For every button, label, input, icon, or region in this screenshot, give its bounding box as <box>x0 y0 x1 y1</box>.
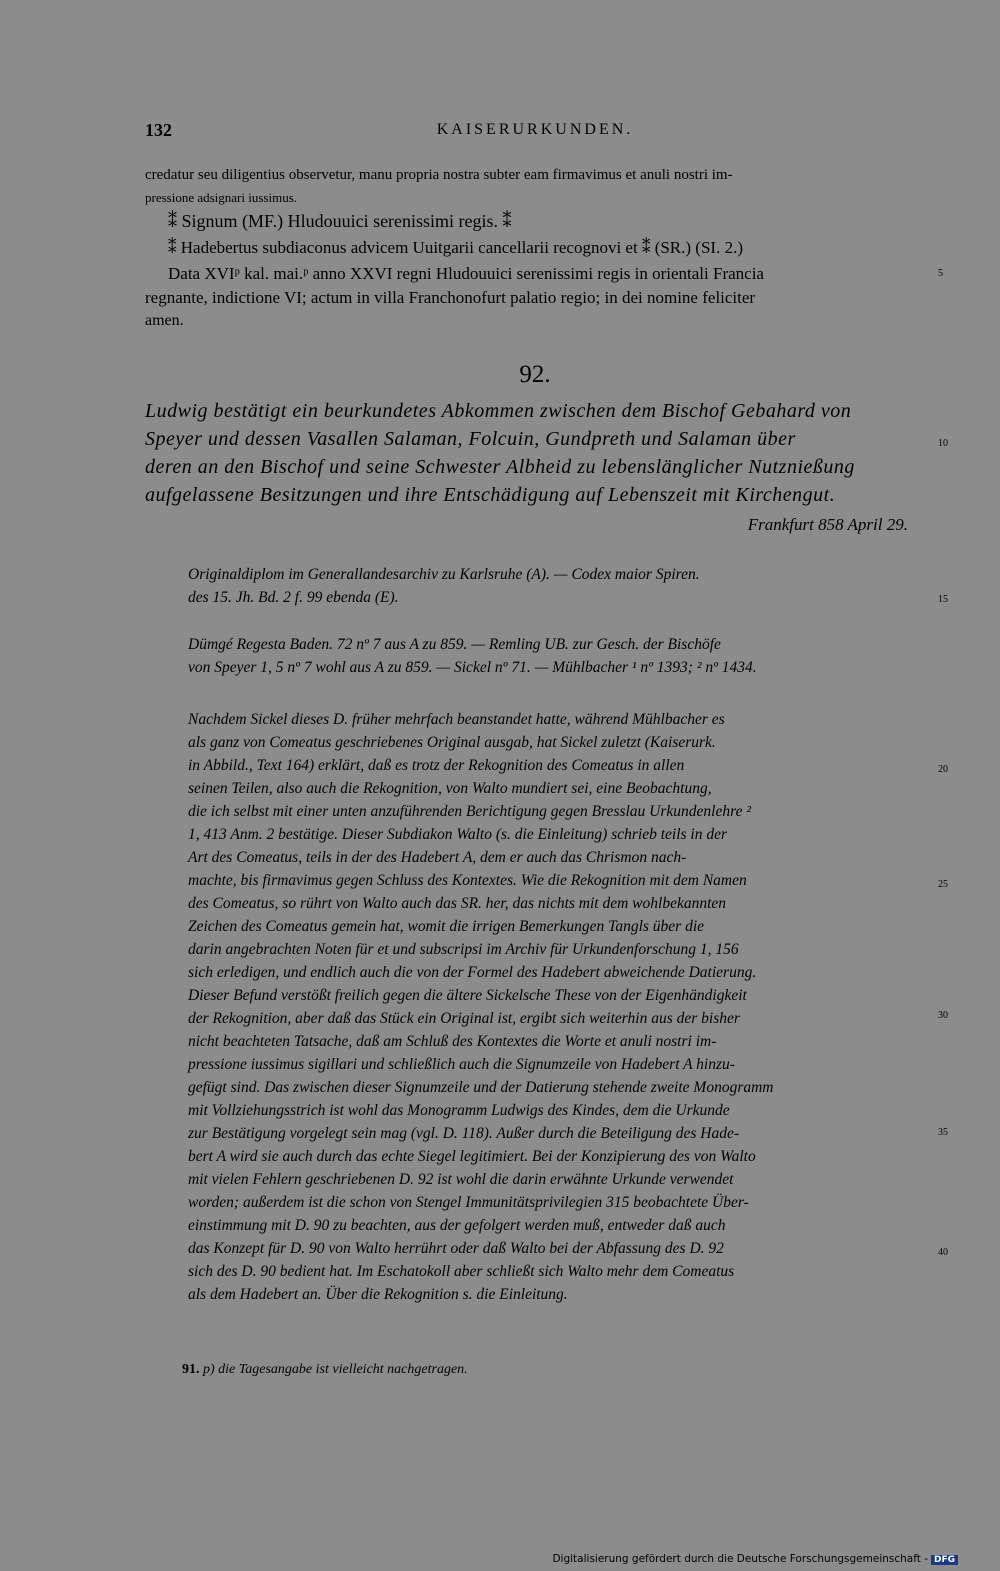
commentary-line: der Rekognition, aber daß das Stück ein Original ist, ergibt sich weiterhin aus der bisher <box>188 1010 740 1027</box>
commentary-line: als ganz von Comeatus geschriebenes Original ausgab, hat Sickel zuletzt (Kaiserurk. <box>188 734 716 751</box>
commentary-line: Art des Comeatus, teils in der des Hadebert A, dem er auch das Chrismon nach- <box>188 849 687 866</box>
dfg-logo: DFG <box>931 1555 958 1565</box>
line-number: 15 <box>938 594 948 605</box>
commentary-line: Nachdem Sickel dieses D. früher mehrfach beanstandet hatte, während Mühlbacher es <box>188 711 725 728</box>
page-number: 132 <box>145 120 172 140</box>
line-number: 40 <box>938 1247 948 1258</box>
commentary-line: in Abbild., Text 164) erklärt, daß es trotz der Rekognition des Comeatus in allen <box>188 757 685 774</box>
credit-text: Digitalisierung gefördert durch die Deutsche Forschungsgemeinschaft - <box>552 1553 928 1565</box>
digitization-credit <box>552 1553 958 1565</box>
document-number: 92. <box>519 361 551 388</box>
commentary-line: das Konzept für D. 90 von Walto herrührt oder daß Walto bei der Abfassung des D. 92 <box>188 1240 724 1257</box>
commentary-line: worden; außerdem ist die schon von Stengel Immunitätsprivilegien 315 beobachtete Über- <box>188 1194 749 1211</box>
commentary-line: Dieser Befund verstößt freilich gegen die ältere Sickelsche These von der Eigenhändigkeit <box>188 987 747 1004</box>
commentary-line: zur Bestätigung vorgelegt sein mag (vgl. D. 118). Außer durch die Beteiligung des Hade- <box>188 1125 740 1142</box>
commentary-line: die ich selbst mit einer unten anzuführenden Berichtigung gegen Bresslau Urkundenlehre ² <box>188 803 751 820</box>
footnote <box>182 1362 468 1378</box>
commentary-line: nicht beachteten Tatsache, daß am Schluß des Kontextes die Worte et anuli nostri im- <box>188 1033 717 1050</box>
literature-line: von Speyer 1, 5 nº 7 wohl aus A zu 859. — Sickel nº 71. — Mühlbacher ¹ nº 1393; ² nº 1434. <box>188 659 757 676</box>
commentary-line: sich erledigen, und endlich auch die von der Formel des Hadebert abweichende Datierung. <box>188 964 757 981</box>
regest-line: Speyer und dessen Vasallen Salaman, Folcuin, Gundpreth und Salaman über <box>145 428 796 450</box>
line-number: 10 <box>938 438 948 449</box>
text-line: credatur seu diligentius observetur, manu propria nostra subter eam firmavimus et anuli nostri im- <box>145 167 733 183</box>
line-number: 35 <box>938 1127 948 1138</box>
commentary-line: einstimmung mit D. 90 zu beachten, aus der gefolgert werden muß, entweder daß auch <box>188 1217 726 1234</box>
line-number: 5 <box>938 268 943 279</box>
commentary-line: sich des D. 90 bedient hat. Im Eschatokoll aber schließt sich Walto mehr dem Comeatus <box>188 1263 735 1280</box>
signum-line: ⁑ Signum (MF.) Hludouuici serenissimi regis. ⁑ <box>168 211 512 231</box>
commentary-line: bert A wird sie auch durch das echte Siegel legitimiert. Bei der Konzipierung des von Walto <box>188 1148 756 1165</box>
tradition-line: Originaldiplom im Generallandesarchiv zu Karlsruhe (A). — Codex maior Spiren. <box>188 566 700 583</box>
regest-line: Ludwig bestätigt ein beurkundetes Abkommen zwischen dem Bischof Gebahard von <box>145 400 852 422</box>
dating-line: amen. <box>145 312 184 329</box>
commentary-line: des Comeatus, so rührt von Walto auch das SR. her, das nichts mit dem wohlbekannten <box>188 895 727 912</box>
regest-line: deren an den Bischof und seine Schwester Albheid zu lebenslänglicher Nutznießung <box>145 456 855 478</box>
line-number: 25 <box>938 879 948 890</box>
recognition-line: ⁑ Hadebertus subdiaconus advicem Uuitgarii cancellarii recognovi et ⁑ (SR.) (SI. 2.) <box>168 238 743 257</box>
commentary-line: machte, bis firmavimus gegen Schluss des Kontextes. Wie die Rekognition mit dem Namen <box>188 872 747 889</box>
footnote-ref: 91. <box>182 1362 200 1377</box>
literature-line: Dümgé Regesta Baden. 72 nº 7 aus A zu 859. — Remling UB. zur Gesch. der Bischöfe <box>188 636 721 653</box>
place-date: Frankfurt 858 April 29. <box>747 515 908 534</box>
tradition-line: des 15. Jh. Bd. 2 f. 99 ebenda (E). <box>188 589 399 606</box>
running-title: KAISERURKUNDEN. <box>436 121 634 138</box>
commentary-line: Zeichen des Comeatus gemein hat, womit die irrigen Bemerkungen Tangls über die <box>188 918 705 935</box>
commentary-line: gefügt sind. Das zwischen dieser Signumzeile und der Datierung stehende zweite Monogramm <box>188 1079 774 1096</box>
commentary-line: darin angebrachten Noten für et und subscripsi im Archiv für Urkundenforschung 1, 156 <box>188 941 739 958</box>
commentary-line: als dem Hadebert an. Über die Rekognition s. die Einleitung. <box>188 1286 568 1303</box>
commentary-line: mit vielen Fehlern geschriebenen D. 92 ist wohl die darin erwähnte Urkunde verwendet <box>188 1171 734 1188</box>
text-line: pressione adsignari iussimus. <box>145 190 298 205</box>
footnote-text: p) die Tagesangabe ist vielleicht nachgetragen. <box>203 1362 468 1377</box>
commentary-line: mit Vollziehungsstrich ist wohl das Monogramm Ludwigs des Kindes, dem die Urkunde <box>188 1102 730 1119</box>
regest-line: aufgelassene Besitzungen und ihre Entschädigung auf Lebenszeit mit Kirchengut. <box>145 484 836 506</box>
commentary-line: seinen Teilen, also auch die Rekognition, von Walto mundiert sei, eine Beobachtung, <box>188 780 712 797</box>
dating-line: regnante, indictione VI; actum in villa Franchonofurt palatio regio; in dei nomine feliciter <box>145 288 756 307</box>
commentary-line: pressione iussimus sigillari und schließlich auch die Signumzeile von Hadebert A hinzu- <box>188 1056 735 1073</box>
line-number: 30 <box>938 1010 948 1021</box>
dating-line: Data XVIᵖ kal. mai.ᵖ anno XXVI regni Hludouuici serenissimi regis in orientali Francia <box>168 264 764 283</box>
line-number: 20 <box>938 764 948 775</box>
commentary-line: 1, 413 Anm. 2 bestätige. Dieser Subdiakon Walto (s. die Einleitung) schrieb teils in der <box>188 826 727 843</box>
